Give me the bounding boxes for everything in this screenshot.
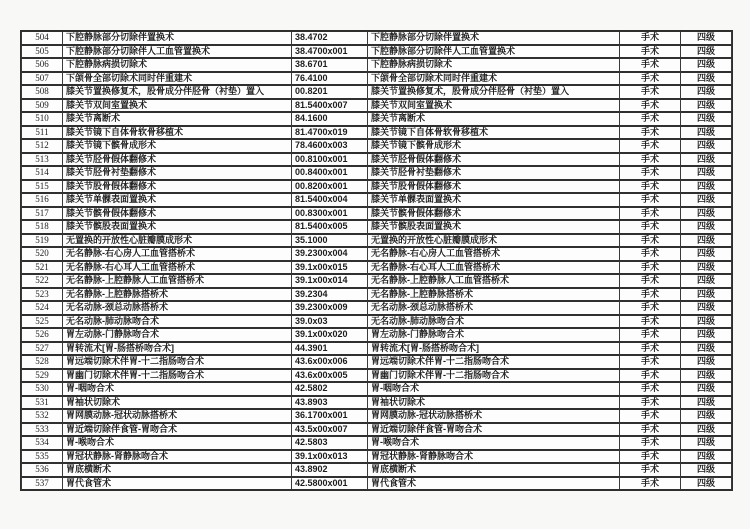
procedure-name: 膝关节单髁表面置换术 [63, 193, 292, 207]
level-cell: 四级 [681, 423, 732, 437]
category-cell: 手术 [620, 328, 681, 342]
procedure-name: 无名静脉-上腔静脉搭桥术 [63, 288, 292, 302]
category-cell: 手术 [620, 355, 681, 369]
table-row [21, 477, 732, 491]
table-row [21, 409, 732, 423]
row-number: 516 [21, 193, 63, 207]
category-cell: 手术 [620, 274, 681, 288]
table-row [21, 99, 732, 113]
table-row [21, 342, 732, 356]
row-number: 505 [21, 45, 63, 59]
procedure-name-repeat: 胃转流术[胃-肠搭桥吻合术] [368, 342, 620, 356]
procedure-code: 43.6x00x005 [292, 369, 368, 383]
procedure-code: 42.5800x001 [292, 477, 368, 491]
row-number: 525 [21, 315, 63, 329]
row-number: 535 [21, 450, 63, 464]
table-row [21, 315, 732, 329]
procedure-name: 膝关节髌骨假体翻修术 [63, 207, 292, 221]
procedure-code: 42.5803 [292, 436, 368, 450]
row-number: 521 [21, 261, 63, 275]
procedure-code: 39.2300x004 [292, 247, 368, 261]
procedure-name: 下腔静脉部分切除伴人工血管置换术 [63, 45, 292, 59]
row-number: 508 [21, 85, 63, 99]
category-cell: 手术 [620, 126, 681, 140]
level-cell: 四级 [681, 355, 732, 369]
level-cell: 四级 [681, 315, 732, 329]
category-cell: 手术 [620, 31, 681, 45]
procedure-name-repeat: 无名动脉-肺动脉吻合术 [368, 315, 620, 329]
level-cell: 四级 [681, 477, 732, 491]
table-row [21, 166, 732, 180]
category-cell: 手术 [620, 396, 681, 410]
procedure-name: 膝关节胫骨假体翻修术 [63, 153, 292, 167]
procedure-name-repeat: 膝关节股骨假体翻修术 [368, 180, 620, 194]
table-row [21, 112, 732, 126]
procedure-name: 胃底横断术 [63, 463, 292, 477]
table-row [21, 31, 732, 45]
table-row [21, 85, 732, 99]
procedure-name: 无名静脉-右心耳人工血管搭桥术 [63, 261, 292, 275]
procedure-code: 36.1700x001 [292, 409, 368, 423]
level-cell: 四级 [681, 234, 732, 248]
table-row [21, 153, 732, 167]
procedure-code: 39.1x00x014 [292, 274, 368, 288]
table-row [21, 72, 732, 86]
level-cell: 四级 [681, 139, 732, 153]
procedure-table-container [20, 30, 733, 491]
row-number: 522 [21, 274, 63, 288]
table-row [21, 288, 732, 302]
row-number: 527 [21, 342, 63, 356]
table-row [21, 220, 732, 234]
row-number: 536 [21, 463, 63, 477]
procedure-name: 膝关节双间室置换术 [63, 99, 292, 113]
procedure-code: 38.4700x001 [292, 45, 368, 59]
procedure-name-repeat: 下腔静脉部分切除伴人工血管置换术 [368, 45, 620, 59]
table-row [21, 207, 732, 221]
procedure-code: 39.1x00x015 [292, 261, 368, 275]
table-row [21, 274, 732, 288]
procedure-name: 膝关节胫骨衬垫翻修术 [63, 166, 292, 180]
procedure-name-repeat: 胃代食管术 [368, 477, 620, 491]
procedure-name: 胃网膜动脉-冠状动脉搭桥术 [63, 409, 292, 423]
table-row [21, 247, 732, 261]
category-cell: 手术 [620, 180, 681, 194]
procedure-name-repeat: 膝关节髌骨假体翻修术 [368, 207, 620, 221]
row-number: 531 [21, 396, 63, 410]
table-row [21, 261, 732, 275]
procedure-code: 81.5400x007 [292, 99, 368, 113]
level-cell: 四级 [681, 396, 732, 410]
procedure-name-repeat: 膝关节离断术 [368, 112, 620, 126]
table-row [21, 58, 732, 72]
procedure-code: 81.4700x019 [292, 126, 368, 140]
procedure-name: 胃左动脉-门静脉吻合术 [63, 328, 292, 342]
procedure-name-repeat: 胃近端切除伴食管-胃吻合术 [368, 423, 620, 437]
procedure-name: 胃-喉吻合术 [63, 436, 292, 450]
category-cell: 手术 [620, 166, 681, 180]
procedure-name-repeat: 下腔静脉部分切除伴置换术 [368, 31, 620, 45]
procedure-name-repeat: 胃左动脉-门静脉吻合术 [368, 328, 620, 342]
level-cell: 四级 [681, 342, 732, 356]
row-number: 514 [21, 166, 63, 180]
procedure-name-repeat: 无名动脉-颈总动脉搭桥术 [368, 301, 620, 315]
row-number: 507 [21, 72, 63, 86]
procedure-code: 00.8400x001 [292, 166, 368, 180]
procedure-name: 无名静脉-上腔静脉人工血管搭桥术 [63, 274, 292, 288]
level-cell: 四级 [681, 153, 732, 167]
procedure-code: 81.5400x004 [292, 193, 368, 207]
procedure-name-repeat: 膝关节胫骨假体翻修术 [368, 153, 620, 167]
table-row [21, 436, 732, 450]
procedure-name-repeat: 膝关节置换修复术，股骨成分伴胫骨（衬垫）置入 [368, 85, 620, 99]
procedure-name: 胃代食管术 [63, 477, 292, 491]
level-cell: 四级 [681, 247, 732, 261]
procedure-name: 下腔静脉病损切除术 [63, 58, 292, 72]
procedure-name-repeat: 下腔静脉病损切除术 [368, 58, 620, 72]
level-cell: 四级 [681, 436, 732, 450]
row-number: 526 [21, 328, 63, 342]
procedure-code: 42.5802 [292, 382, 368, 396]
table-row [21, 463, 732, 477]
category-cell: 手术 [620, 85, 681, 99]
row-number: 504 [21, 31, 63, 45]
row-number: 533 [21, 423, 63, 437]
level-cell: 四级 [681, 274, 732, 288]
procedure-name: 无置换的开放性心脏瓣膜成形术 [63, 234, 292, 248]
category-cell: 手术 [620, 234, 681, 248]
table-row [21, 396, 732, 410]
procedure-name-repeat: 膝关节单髁表面置换术 [368, 193, 620, 207]
procedure-name: 胃冠状静脉-肾静脉吻合术 [63, 450, 292, 464]
table-row [21, 234, 732, 248]
procedure-code: 43.8902 [292, 463, 368, 477]
level-cell: 四级 [681, 180, 732, 194]
procedure-code: 44.3901 [292, 342, 368, 356]
level-cell: 四级 [681, 85, 732, 99]
table-row [21, 355, 732, 369]
procedure-name: 胃转流术[胃-肠搭桥吻合术] [63, 342, 292, 356]
level-cell: 四级 [681, 207, 732, 221]
category-cell: 手术 [620, 301, 681, 315]
procedure-code: 43.5x00x007 [292, 423, 368, 437]
procedure-code: 39.1x00x020 [292, 328, 368, 342]
category-cell: 手术 [620, 436, 681, 450]
row-number: 523 [21, 288, 63, 302]
procedure-name-repeat: 胃冠状静脉-肾静脉吻合术 [368, 450, 620, 464]
procedure-code: 78.4600x003 [292, 139, 368, 153]
procedure-name-repeat: 无置换的开放性心脏瓣膜成形术 [368, 234, 620, 248]
level-cell: 四级 [681, 166, 732, 180]
procedure-name: 无名动脉-肺动脉吻合术 [63, 315, 292, 329]
category-cell: 手术 [620, 261, 681, 275]
procedure-name: 无名静脉-右心房人工血管搭桥术 [63, 247, 292, 261]
procedure-code: 35.1000 [292, 234, 368, 248]
category-cell: 手术 [620, 288, 681, 302]
row-number: 518 [21, 220, 63, 234]
row-number: 510 [21, 112, 63, 126]
procedure-name: 胃远端切除术伴胃-十二指肠吻合术 [63, 355, 292, 369]
table-row [21, 450, 732, 464]
row-number: 520 [21, 247, 63, 261]
category-cell: 手术 [620, 423, 681, 437]
row-number: 506 [21, 58, 63, 72]
level-cell: 四级 [681, 450, 732, 464]
procedure-name: 膝关节髌股表面置换术 [63, 220, 292, 234]
procedure-code: 00.8201 [292, 85, 368, 99]
category-cell: 手术 [620, 72, 681, 86]
procedure-grading-table [20, 30, 733, 491]
table-row [21, 423, 732, 437]
procedure-name-repeat: 无名静脉-上腔静脉人工血管搭桥术 [368, 274, 620, 288]
category-cell: 手术 [620, 369, 681, 383]
row-number: 515 [21, 180, 63, 194]
row-number: 528 [21, 355, 63, 369]
procedure-code: 39.0x03 [292, 315, 368, 329]
row-number: 530 [21, 382, 63, 396]
procedure-name: 下颌骨全部切除术同时伴重建术 [63, 72, 292, 86]
row-number: 532 [21, 409, 63, 423]
procedure-name-repeat: 胃袖状切除术 [368, 396, 620, 410]
procedure-name-repeat: 胃-喉吻合术 [368, 436, 620, 450]
procedure-name: 胃幽门切除术伴胃-十二指肠吻合术 [63, 369, 292, 383]
row-number: 519 [21, 234, 63, 248]
category-cell: 手术 [620, 207, 681, 221]
row-number: 509 [21, 99, 63, 113]
category-cell: 手术 [620, 315, 681, 329]
procedure-name: 胃近端切除伴食管-胃吻合术 [63, 423, 292, 437]
level-cell: 四级 [681, 328, 732, 342]
category-cell: 手术 [620, 409, 681, 423]
level-cell: 四级 [681, 58, 732, 72]
table-row [21, 180, 732, 194]
procedure-name-repeat: 胃幽门切除术伴胃-十二指肠吻合术 [368, 369, 620, 383]
level-cell: 四级 [681, 193, 732, 207]
category-cell: 手术 [620, 193, 681, 207]
procedure-name-repeat: 无名静脉-右心耳人工血管搭桥术 [368, 261, 620, 275]
table-row [21, 126, 732, 140]
procedure-name-repeat: 膝关节镜下自体骨软骨移植术 [368, 126, 620, 140]
procedure-name-repeat: 胃-咽吻合术 [368, 382, 620, 396]
procedure-name-repeat: 胃远端切除术伴胃-十二指肠吻合术 [368, 355, 620, 369]
category-cell: 手术 [620, 220, 681, 234]
procedure-name-repeat: 膝关节胫骨衬垫翻修术 [368, 166, 620, 180]
procedure-name: 膝关节股骨假体翻修术 [63, 180, 292, 194]
procedure-name-repeat: 下颌骨全部切除术同时伴重建术 [368, 72, 620, 86]
table-row [21, 369, 732, 383]
procedure-code: 00.8300x001 [292, 207, 368, 221]
procedure-name: 无名动脉-颈总动脉搭桥术 [63, 301, 292, 315]
row-number: 511 [21, 126, 63, 140]
category-cell: 手术 [620, 342, 681, 356]
procedure-name-repeat: 膝关节髌股表面置换术 [368, 220, 620, 234]
procedure-name-repeat: 无名静脉-上腔静脉搭桥术 [368, 288, 620, 302]
procedure-code: 81.5400x005 [292, 220, 368, 234]
procedure-code: 39.2300x009 [292, 301, 368, 315]
procedure-code: 38.4702 [292, 31, 368, 45]
row-number: 512 [21, 139, 63, 153]
procedure-name-repeat: 膝关节镜下髌骨成形术 [368, 139, 620, 153]
category-cell: 手术 [620, 139, 681, 153]
category-cell: 手术 [620, 58, 681, 72]
procedure-code: 00.8100x001 [292, 153, 368, 167]
level-cell: 四级 [681, 72, 732, 86]
category-cell: 手术 [620, 99, 681, 113]
procedure-name-repeat: 胃网膜动脉-冠状动脉搭桥术 [368, 409, 620, 423]
row-number: 537 [21, 477, 63, 491]
row-number: 529 [21, 369, 63, 383]
level-cell: 四级 [681, 301, 732, 315]
procedure-code: 76.4100 [292, 72, 368, 86]
procedure-name: 膝关节离断术 [63, 112, 292, 126]
level-cell: 四级 [681, 382, 732, 396]
table-row [21, 45, 732, 59]
level-cell: 四级 [681, 463, 732, 477]
level-cell: 四级 [681, 220, 732, 234]
category-cell: 手术 [620, 450, 681, 464]
table-row [21, 328, 732, 342]
procedure-code: 84.1600 [292, 112, 368, 126]
procedure-code: 38.6701 [292, 58, 368, 72]
level-cell: 四级 [681, 112, 732, 126]
level-cell: 四级 [681, 288, 732, 302]
category-cell: 手术 [620, 463, 681, 477]
level-cell: 四级 [681, 99, 732, 113]
procedure-name-repeat: 膝关节双间室置换术 [368, 99, 620, 113]
table-body [21, 31, 732, 490]
procedure-name-repeat: 无名静脉-右心房人工血管搭桥术 [368, 247, 620, 261]
row-number: 524 [21, 301, 63, 315]
procedure-name: 膝关节置换修复术，股骨成分伴胫骨（衬垫）置入 [63, 85, 292, 99]
row-number: 513 [21, 153, 63, 167]
procedure-name: 胃-咽吻合术 [63, 382, 292, 396]
procedure-code: 39.1x00x013 [292, 450, 368, 464]
category-cell: 手术 [620, 112, 681, 126]
procedure-code: 39.2304 [292, 288, 368, 302]
procedure-code: 43.6x00x006 [292, 355, 368, 369]
procedure-name-repeat: 胃底横断术 [368, 463, 620, 477]
procedure-name: 胃袖状切除术 [63, 396, 292, 410]
category-cell: 手术 [620, 382, 681, 396]
procedure-code: 43.8903 [292, 396, 368, 410]
level-cell: 四级 [681, 31, 732, 45]
procedure-name: 膝关节镜下自体骨软骨移植术 [63, 126, 292, 140]
category-cell: 手术 [620, 247, 681, 261]
procedure-code: 00.8200x001 [292, 180, 368, 194]
level-cell: 四级 [681, 409, 732, 423]
category-cell: 手术 [620, 45, 681, 59]
level-cell: 四级 [681, 45, 732, 59]
procedure-name: 下腔静脉部分切除伴置换术 [63, 31, 292, 45]
table-row [21, 382, 732, 396]
table-row [21, 301, 732, 315]
table-row [21, 139, 732, 153]
category-cell: 手术 [620, 153, 681, 167]
level-cell: 四级 [681, 369, 732, 383]
row-number: 534 [21, 436, 63, 450]
table-row [21, 193, 732, 207]
level-cell: 四级 [681, 126, 732, 140]
category-cell: 手术 [620, 477, 681, 491]
level-cell: 四级 [681, 261, 732, 275]
procedure-name: 膝关节镜下髌骨成形术 [63, 139, 292, 153]
row-number: 517 [21, 207, 63, 221]
